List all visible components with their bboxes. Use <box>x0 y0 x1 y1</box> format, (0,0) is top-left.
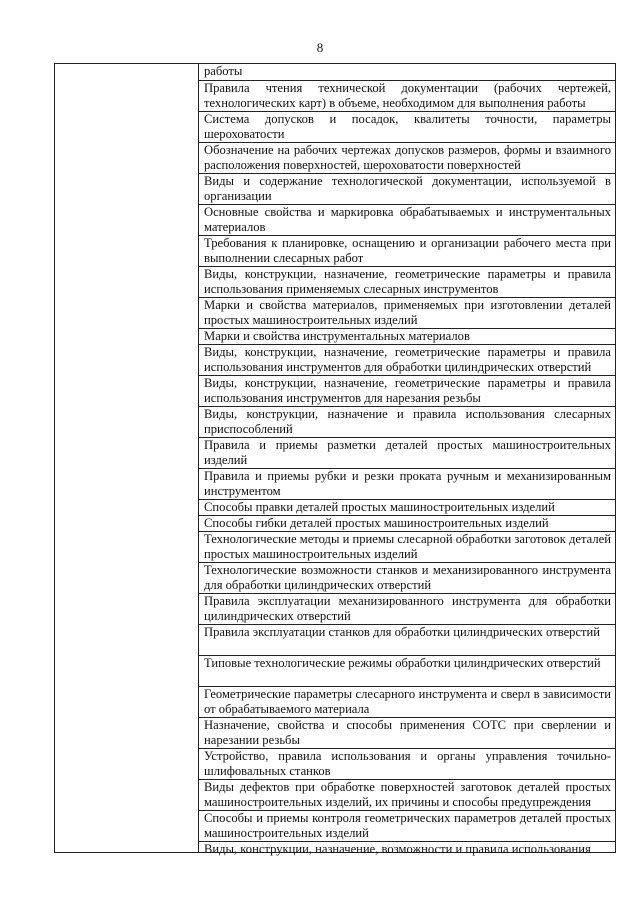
table-row: Виды и содержание технологической документации, используемой в организации <box>199 174 615 205</box>
table-row: Геометрические параметры слесарного инструмента и сверл в зависимости от обрабатываемого материала <box>199 687 615 718</box>
table-row: Способы и приемы контроля геометрических параметров деталей простых машиностроительных изделий <box>199 811 615 842</box>
table-row: Правила и приемы рубки и резки проката ручным и механизированным инструментом <box>199 469 615 500</box>
table-row: Виды, конструкции, назначение, геометрические параметры и правила использования применяемых слесарных инструментов <box>199 267 615 298</box>
table-row: Правила эксплуатации станков для обработки цилиндрических отверстий <box>199 625 615 656</box>
table-row: Марки и свойства материалов, применяемых при изготовлении деталей простых машиностроительных изделий <box>199 298 615 329</box>
table-row: работы <box>199 64 615 81</box>
table-row: Виды дефектов при обработке поверхностей заготовок деталей простых машиностроительных изделий, их причины и способы предупреждения <box>199 780 615 811</box>
table-row: Виды, конструкции, назначение и правила использования слесарных приспособлений <box>199 407 615 438</box>
table-row: Технологические методы и приемы слесарной обработки заготовок деталей простых машиностроительных изделий <box>199 532 615 563</box>
table-row: Система допусков и посадок, квалитеты точности, параметры шероховатости <box>199 112 615 143</box>
table-row: Правила эксплуатации механизированного инструмента для обработки цилиндрических отверстий <box>199 594 615 625</box>
table-row: Правила чтения технической документации (рабочих чертежей, технологических карт) в объеме, необходимом для выполнения работы <box>199 81 615 112</box>
page-number: 8 <box>316 40 324 55</box>
table-row: Способы правки деталей простых машиностроительных изделий <box>199 500 615 516</box>
table-left-column <box>55 64 199 852</box>
table-row: Марки и свойства инструментальных материалов <box>199 329 615 345</box>
table-row: Назначение, свойства и способы применения СОТС при сверлении и нарезании резьбы <box>199 718 615 749</box>
table-row: Требования к планировке, оснащению и организации рабочего места при выполнении слесарных работ <box>199 236 615 267</box>
table-row: Типовые технологические режимы обработки цилиндрических отверстий <box>199 656 615 687</box>
table-row: Устройство, правила использования и органы управления точильно-шлифовальных станков <box>199 749 615 780</box>
table-row: Способы гибки деталей простых машиностроительных изделий <box>199 516 615 532</box>
table-row: Виды, конструкции, назначение, геометрические параметры и правила использования инструментов для нарезания резьбы <box>199 376 615 407</box>
table-row: Правила и приемы разметки деталей простых машиностроительных изделий <box>199 438 615 469</box>
table-right-column <box>199 64 615 856</box>
table-row: Основные свойства и маркировка обрабатываемых и инструментальных материалов <box>199 205 615 236</box>
table-row: Технологические возможности станков и механизированного инструмента для обработки цилиндрических отверстий <box>199 563 615 594</box>
table-row: Виды, конструкции, назначение, возможности и правила использования <box>204 842 591 856</box>
table-row: Обозначение на рабочих чертежах допусков размеров, формы и взаимного расположения поверхностей, шероховатости поверхностей <box>199 143 615 174</box>
table-row: Виды, конструкции, назначение, геометрические параметры и правила использования инструментов для обработки цилиндрических отверстий <box>199 345 615 376</box>
knowledge-table <box>54 63 616 856</box>
